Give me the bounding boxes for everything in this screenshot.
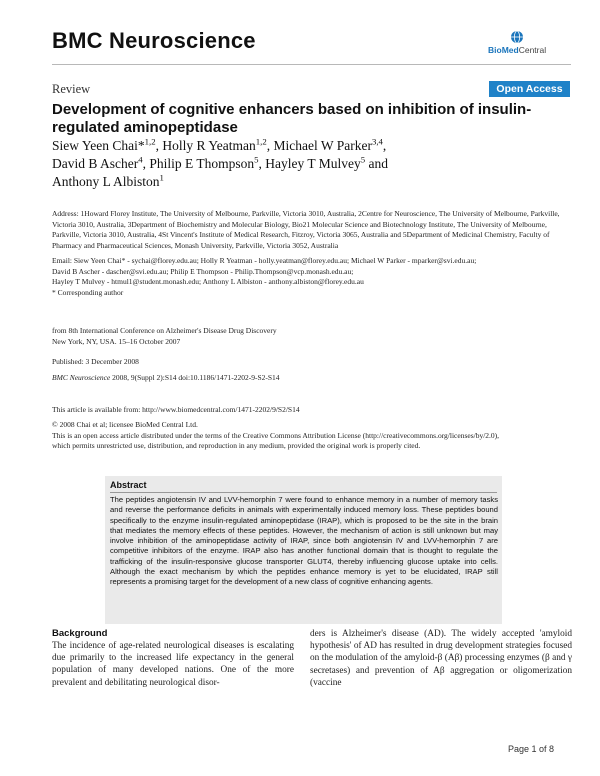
article-type: Review [52,82,91,96]
email-line: Email: Siew Yeen Chai* - sychai@florey.edu.au; Holly R Yeatman - holly.yeatman@florey.edu.au; Michael W Parker - mparker@svi.edu.au; [52,256,477,265]
author-emails [52,256,572,298]
body-column-left: The incidence of age-related neurological diseases is escalating due primarily to the increased life expectancy in the general population of many developed nations. One of the more prevalent and debilitating neurological disor- [52,641,294,688]
license-line: This is an open access article distributed under the terms of the Creative Commons Attribution License (http://creativecommons.org/licenses/by/2.0), [52,430,500,440]
conference-info [52,326,572,347]
citation-journal: BMC Neuroscience [52,373,111,382]
affiliations: Address: 1Howard Florey Institute, The University of Melbourne, Parkville, Victoria 3010, Australia, 2Centre for Neuroscience, The University of Melbourne, Parkville, Victoria 3010, Australia, 3Department of Biochemistry and Molecular Biology, Bio21 Molecular Science and Biotechnology Institute, The University of Melbourne, Parkville, Victoria 3010, Australia, 4St Vincent's Institute of Medical Research, Fitzroy, Victoria 3065, Australia and 5Department of Medicinal Chemistry, Faculty of Pharmacy and Pharmaceutical Sciences, Monash University, Parkville, Victoria 3052, Australia [52,209,560,250]
authors-line: Anthony L Albiston$^1$ [52,172,164,189]
citation-details: 2008, 9(Suppl 2):S14 doi:10.1186/1471-2202-9-S2-S14 [110,373,280,382]
corresponding-author: * Corresponding author [52,287,124,297]
authors-line: Siew Yeen Chai*$^{1,2}$, Holly R Yeatman$^{1,2}$, Michael W Parker$^{3,4}$, [52,136,387,153]
conference-line: from 8th International Conference on Alzheimer's Disease Drug Discovery [52,326,277,335]
globe-icon [510,30,524,44]
conference-line: New York, NY, USA. 15–16 October 2007 [52,336,181,346]
abstract-box [105,476,502,624]
copyright: © 2008 Chai et al; licensee BioMed Central Ltd. [52,420,198,429]
logo-bio: BioMed [488,45,519,55]
author-list [52,137,552,191]
journal-title: BMC Neuroscience [52,28,256,53]
authors-line: David B Ascher$^4$, Philip E Thompson$^5$, Hayley T Mulvey$^5$ and [52,154,389,171]
page-number: Page 1 of 8 [508,744,555,754]
body-column-right: ders is Alzheimer's disease (AD). The widely accepted 'amyloid hypothesis' of AD has resulted in drug development strategies focused on the modulation of the amyloid-β (Aβ) processing enzymes (β and γ secretases) and prevention of Aβ aggregation or oligomerization (vaccine [310,629,572,688]
email-line: Hayley T Mulvey - htmul1@student.monash.edu; Anthony L Albiston - anthony.albiston@florey.edu.au [52,277,364,286]
abstract-heading: Abstract [110,480,147,490]
copyright-block [52,420,582,452]
article-title: Development of cognitive enhancers based on inhibition of insulin-regulated aminopeptidase [52,101,532,136]
published-date: Published: 3 December 2008 [52,357,139,366]
article-url[interactable]: This article is available from: http://www.biomedcentral.com/1471-2202/9/S2/S14 [52,405,300,414]
abstract-text: The peptides angiotensin IV and LVV-hemorphin 7 were found to enhance memory in a number of memory tasks and reverse the performance deficits in animals with experimentally induced memory loss. These peptides bound specifically to the enzyme insulin-regulated aminopeptidase (IRAP), which is proposed to be the site in the brain that mediates the memory effects of these peptides. However, the mechanism of action is still unknown but may involve inhibition of the aminopeptidase activity of IRAP, since both angiotensin IV and LVV-hemorphin 7 are competitive inhibitors of the enzyme. IRAP also has another functional domain that is thought to regulate the trafficking of the insulin-responsive glucose transporter GLUT4, thereby influencing glucose uptake into cells. Although the exact mechanism by which the peptides enhance memory is yet to be elucidated, IRAP still represents a promising target for the development of a new class of cognitive enhancing agents. [110,495,498,587]
email-line: David B Ascher - dascher@svi.edu.au; Philip E Thompson - Philip.Thompson@vcp.monash.edu.au; [52,266,354,276]
abstract-divider [110,492,497,493]
header-divider [52,64,571,65]
license-line: which permits unrestricted use, distribution, and reproduction in any medium, provided the original work is properly cited. [52,441,421,450]
background-heading: Background [52,628,108,639]
logo-central: Central [518,45,547,55]
biomed-central-logo [488,30,550,56]
open-access-badge: Open Access [489,81,570,97]
citation [52,373,572,384]
